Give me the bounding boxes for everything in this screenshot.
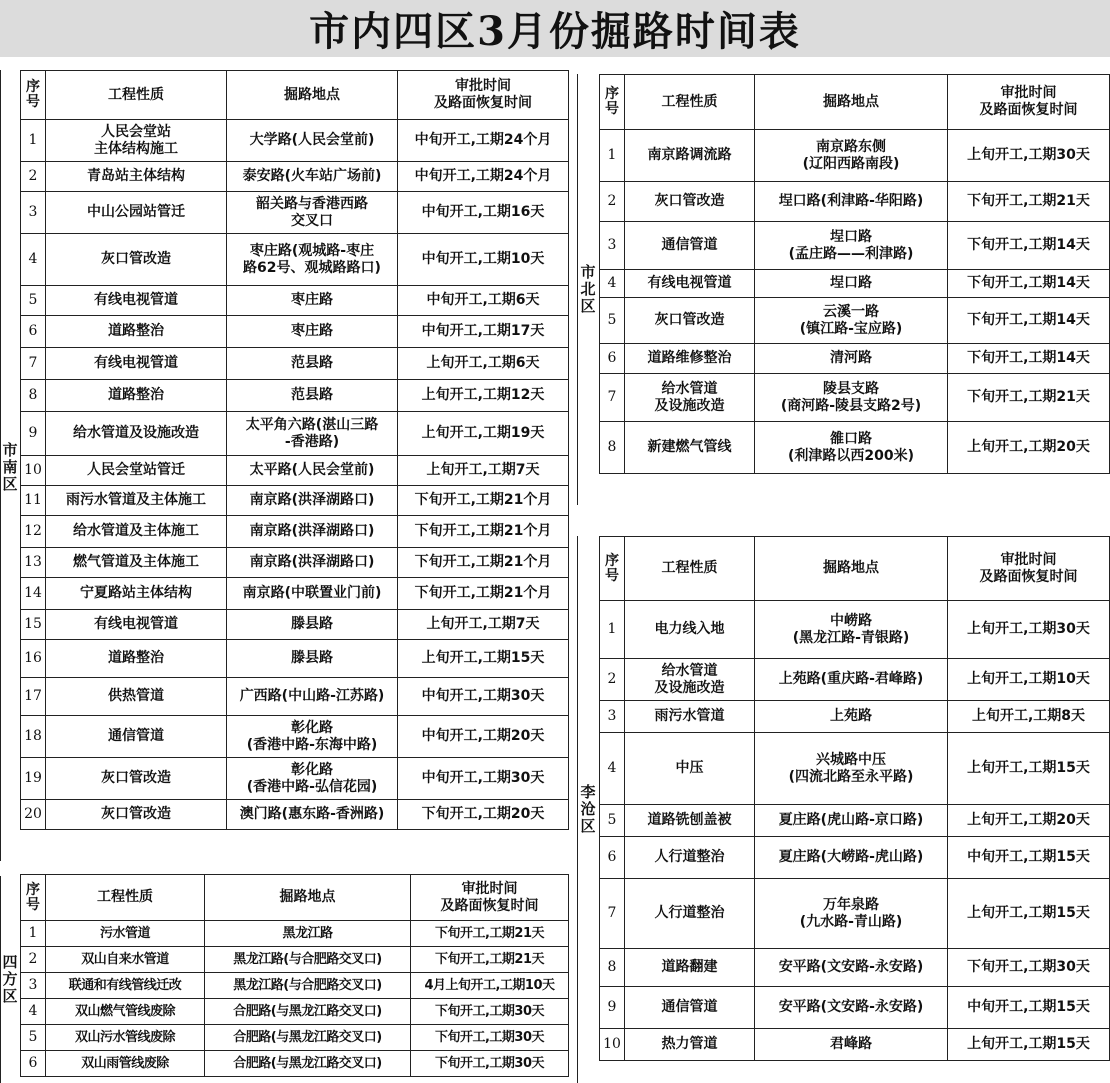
row-time: 上旬开工,工期10天 [948, 659, 1110, 701]
row-type: 宁夏路站主体结构 [46, 578, 227, 610]
row-location: 夏庄路(大崂路-虎山路) [755, 837, 948, 879]
district-label-shinan [0, 74, 20, 861]
header-time [948, 75, 1110, 130]
row-location: 合肥路(与黑龙江路交叉口) [205, 1051, 411, 1077]
row-time: 下旬开工,工期30天 [411, 999, 569, 1025]
row-location: 南京路(中联置业门前) [227, 578, 398, 610]
row-no: 9 [600, 987, 625, 1029]
row-time: 中旬开工,工期15天 [948, 987, 1110, 1029]
row-time: 上旬开工,工期12天 [398, 380, 569, 412]
row-type: 道路翻建 [625, 949, 755, 987]
row-no: 14 [21, 578, 46, 610]
frame-line [0, 70, 1, 861]
row-location: 君峰路 [755, 1029, 948, 1061]
table-row [600, 374, 1110, 422]
row-time: 4月上旬开工,工期10天 [411, 973, 569, 999]
row-type: 给水管道及设施改造 [46, 412, 227, 456]
table-row [21, 758, 569, 800]
row-no: 17 [21, 678, 46, 716]
table-row [600, 659, 1110, 701]
row-time: 下旬开工,工期21天 [411, 947, 569, 973]
row-type: 雨污水管道 [625, 701, 755, 733]
row-type: 供热管道 [46, 678, 227, 716]
row-type: 通信管道 [46, 716, 227, 758]
row-type: 给水管道 及设施改造 [625, 659, 755, 701]
row-time: 下旬开工,工期30天 [948, 949, 1110, 987]
row-no: 18 [21, 716, 46, 758]
row-type: 灰口管改造 [46, 234, 227, 286]
row-no: 4 [21, 234, 46, 286]
row-location: 埕口路 (孟庄路——利津路) [755, 222, 948, 270]
header-type: 工程性质 [46, 875, 205, 921]
row-no: 7 [21, 348, 46, 380]
table-shibei [599, 74, 1110, 474]
row-no: 20 [21, 800, 46, 830]
table-row [600, 422, 1110, 474]
row-time: 下旬开工,工期14天 [948, 270, 1110, 298]
district-name: 李沧区 [580, 783, 596, 835]
row-location: 太平角六路(湛山三路 -香港路) [227, 412, 398, 456]
table-row [21, 286, 569, 316]
row-type: 有线电视管道 [625, 270, 755, 298]
row-type: 双山自来水管道 [46, 947, 205, 973]
table-row [600, 837, 1110, 879]
table-row [21, 921, 569, 947]
row-type: 污水管道 [46, 921, 205, 947]
header-time [411, 875, 569, 921]
row-no: 4 [600, 733, 625, 805]
row-time: 下旬开工,工期30天 [411, 1051, 569, 1077]
row-type: 灰口管改造 [625, 182, 755, 222]
header-time-line1: 审批时间 [455, 78, 511, 94]
header-row [600, 75, 1110, 130]
row-no: 2 [600, 659, 625, 701]
table-row [21, 1025, 569, 1051]
row-location: 枣庄路 [227, 316, 398, 348]
row-time: 下旬开工,工期21个月 [398, 516, 569, 548]
row-type: 给水管道及主体施工 [46, 516, 227, 548]
row-time: 下旬开工,工期21个月 [398, 548, 569, 578]
row-type: 双山雨管线废除 [46, 1051, 205, 1077]
row-no: 2 [600, 182, 625, 222]
row-time: 中旬开工,工期16天 [398, 192, 569, 234]
district-label-shibei [577, 74, 599, 504]
row-type: 联通和有线管线迁改 [46, 973, 205, 999]
row-time: 下旬开工,工期21天 [411, 921, 569, 947]
table-row [21, 999, 569, 1025]
header-type: 工程性质 [625, 537, 755, 601]
row-no: 6 [21, 1051, 46, 1077]
row-no: 5 [21, 1025, 46, 1051]
row-location: 南京路东侧 (辽阳西路南段) [755, 130, 948, 182]
row-no: 4 [21, 999, 46, 1025]
row-type: 道路整治 [46, 380, 227, 412]
row-type: 人行道整治 [625, 837, 755, 879]
header-no: 序号 [21, 875, 46, 921]
row-time: 中旬开工,工期24个月 [398, 120, 569, 162]
table-row [600, 987, 1110, 1029]
table-row [600, 344, 1110, 374]
table-row [600, 879, 1110, 949]
row-time: 中旬开工,工期15天 [948, 837, 1110, 879]
header-time-line2: 及路面恢复时间 [979, 568, 1078, 585]
header-location: 掘路地点 [227, 71, 398, 120]
district-name: 市北区 [580, 262, 596, 315]
table-row [600, 805, 1110, 837]
table-row [21, 578, 569, 610]
table-row [21, 380, 569, 412]
row-location: 南京路(洪泽湖路口) [227, 516, 398, 548]
header-time-line1: 审批时间 [1000, 85, 1057, 101]
row-no: 3 [21, 192, 46, 234]
row-location: 万年泉路 (九水路-青山路) [755, 879, 948, 949]
row-location: 中崂路 (黑龙江路-青银路) [755, 601, 948, 659]
row-time: 上旬开工,工期20天 [948, 805, 1110, 837]
row-time: 中旬开工,工期20天 [398, 716, 569, 758]
row-time: 下旬开工,工期14天 [948, 222, 1110, 270]
row-type: 雨污水管道及主体施工 [46, 486, 227, 516]
table-row [21, 456, 569, 486]
row-location: 清河路 [755, 344, 948, 374]
row-type: 双山污水管线废除 [46, 1025, 205, 1051]
row-location: 南京路(洪泽湖路口) [227, 548, 398, 578]
row-time: 上旬开工,工期6天 [398, 348, 569, 380]
table-row [21, 412, 569, 456]
row-location: 太平路(人民会堂前) [227, 456, 398, 486]
row-time: 下旬开工,工期30天 [411, 1025, 569, 1051]
table-row [21, 348, 569, 380]
table-row [21, 192, 569, 234]
header-time-line1: 审批时间 [1000, 551, 1057, 568]
row-location: 合肥路(与黑龙江路交叉口) [205, 999, 411, 1025]
row-time: 上旬开工,工期7天 [398, 610, 569, 640]
row-time: 下旬开工,工期21个月 [398, 578, 569, 610]
table-row [600, 733, 1110, 805]
header-location: 掘路地点 [755, 537, 948, 601]
district-name: 四方区 [2, 953, 18, 1005]
row-location: 夏庄路(虎山路-京口路) [755, 805, 948, 837]
table-shinan [20, 70, 569, 830]
row-time: 上旬开工,工期15天 [948, 1029, 1110, 1061]
row-location: 韶关路与香港西路 交叉口 [227, 192, 398, 234]
table-row [600, 1029, 1110, 1061]
row-location: 陵县支路 (商河路-陵县支路2号) [755, 374, 948, 422]
row-no: 3 [21, 973, 46, 999]
row-location: 安平路(文安路-永安路) [755, 949, 948, 987]
row-location: 范县路 [227, 380, 398, 412]
row-type: 青岛站主体结构 [46, 162, 227, 192]
row-location: 埕口路 [755, 270, 948, 298]
row-type: 道路整治 [46, 316, 227, 348]
row-location: 滕县路 [227, 610, 398, 640]
row-no: 3 [600, 701, 625, 733]
row-location: 黑龙江路(与合肥路交叉口) [205, 947, 411, 973]
table-row [600, 182, 1110, 222]
table-row [21, 162, 569, 192]
header-location: 掘路地点 [205, 875, 411, 921]
table-row [21, 800, 569, 830]
row-type: 人民会堂站管迁 [46, 456, 227, 486]
table-row [21, 1051, 569, 1077]
district-label-licang [577, 536, 599, 1083]
table-sifang [20, 874, 569, 1077]
row-no: 13 [21, 548, 46, 578]
row-time: 上旬开工,工期15天 [398, 640, 569, 678]
row-location: 枣庄路(观城路-枣庄 路62号、观城路路口) [227, 234, 398, 286]
header-time [398, 71, 569, 120]
row-time: 中旬开工,工期6天 [398, 286, 569, 316]
header-location: 掘路地点 [755, 75, 948, 130]
row-no: 8 [21, 380, 46, 412]
row-type: 中山公园站管迁 [46, 192, 227, 234]
row-type: 道路维修整治 [625, 344, 755, 374]
header-no: 序号 [600, 75, 625, 130]
row-location: 枣庄路 [227, 286, 398, 316]
row-time: 下旬开工,工期14天 [948, 298, 1110, 344]
header-time-line2: 及路面恢复时间 [440, 897, 539, 914]
row-type: 道路铣刨盖被 [625, 805, 755, 837]
header-time [948, 537, 1110, 601]
table-row [600, 270, 1110, 298]
row-type: 灰口管改造 [46, 800, 227, 830]
row-location: 云溪一路 (镇江路-宝应路) [755, 298, 948, 344]
row-type: 道路整治 [46, 640, 227, 678]
row-type: 有线电视管道 [46, 286, 227, 316]
row-location: 兴城路中压 (四流北路至永平路) [755, 733, 948, 805]
row-no: 12 [21, 516, 46, 548]
district-label-sifang [0, 876, 20, 1083]
row-no: 15 [21, 610, 46, 640]
row-type: 给水管道 及设施改造 [625, 374, 755, 422]
header-no: 序号 [21, 71, 46, 120]
frame-line [577, 74, 578, 505]
row-time: 中旬开工,工期10天 [398, 234, 569, 286]
row-location: 滕县路 [227, 640, 398, 678]
row-location: 澳门路(惠东路-香洲路) [227, 800, 398, 830]
row-no: 7 [600, 879, 625, 949]
header-type: 工程性质 [625, 75, 755, 130]
row-location: 上苑路(重庆路-君峰路) [755, 659, 948, 701]
table-row [600, 130, 1110, 182]
row-location: 雒口路 (利津路以西200米) [755, 422, 948, 474]
row-type: 电力线入地 [625, 601, 755, 659]
table-row [21, 548, 569, 578]
row-time: 中旬开工,工期30天 [398, 678, 569, 716]
row-location: 彰化路 (香港中路-弘信花园) [227, 758, 398, 800]
row-location: 范县路 [227, 348, 398, 380]
row-type: 人行道整治 [625, 879, 755, 949]
row-time: 上旬开工,工期8天 [948, 701, 1110, 733]
header-time-line1: 审批时间 [461, 880, 518, 897]
row-time: 上旬开工,工期15天 [948, 879, 1110, 949]
table-row [600, 601, 1110, 659]
row-no: 2 [21, 162, 46, 192]
row-type: 有线电视管道 [46, 610, 227, 640]
table-row [21, 640, 569, 678]
row-type: 南京路调流路 [625, 130, 755, 182]
row-time: 上旬开工,工期30天 [948, 130, 1110, 182]
row-type: 燃气管道及主体施工 [46, 548, 227, 578]
row-type: 热力管道 [625, 1029, 755, 1061]
row-location: 南京路(洪泽湖路口) [227, 486, 398, 516]
table-row [600, 222, 1110, 270]
row-location: 埕口路(利津路-华阳路) [755, 182, 948, 222]
table-row [21, 120, 569, 162]
header-no: 序号 [600, 537, 625, 601]
row-type: 灰口管改造 [46, 758, 227, 800]
row-time: 下旬开工,工期21天 [948, 182, 1110, 222]
row-no: 8 [600, 949, 625, 987]
row-type: 中压 [625, 733, 755, 805]
row-no: 5 [600, 805, 625, 837]
row-location: 广西路(中山路-江苏路) [227, 678, 398, 716]
row-no: 10 [21, 456, 46, 486]
row-time: 中旬开工,工期30天 [398, 758, 569, 800]
row-type: 新建燃气管线 [625, 422, 755, 474]
title-bar [0, 0, 1110, 57]
header-time-line2: 及路面恢复时间 [979, 102, 1078, 118]
header-row [600, 537, 1110, 601]
row-location: 安平路(文安路-永安路) [755, 987, 948, 1029]
row-location: 大学路(人民会堂前) [227, 120, 398, 162]
row-no: 5 [600, 298, 625, 344]
row-type: 人民会堂站 主体结构施工 [46, 120, 227, 162]
table-row [600, 298, 1110, 344]
row-time: 上旬开工,工期20天 [948, 422, 1110, 474]
row-time: 上旬开工,工期19天 [398, 412, 569, 456]
row-no: 1 [600, 130, 625, 182]
row-no: 9 [21, 412, 46, 456]
row-no: 19 [21, 758, 46, 800]
row-time: 上旬开工,工期30天 [948, 601, 1110, 659]
row-type: 有线电视管道 [46, 348, 227, 380]
row-no: 6 [21, 316, 46, 348]
header-row [21, 71, 569, 120]
row-location: 彰化路 (香港中路-东海中路) [227, 716, 398, 758]
row-no: 2 [21, 947, 46, 973]
row-no: 7 [600, 374, 625, 422]
row-no: 16 [21, 640, 46, 678]
row-no: 1 [21, 921, 46, 947]
district-name: 市南区 [2, 441, 18, 493]
row-type: 通信管道 [625, 222, 755, 270]
header-type: 工程性质 [46, 71, 227, 120]
row-location: 黑龙江路(与合肥路交叉口) [205, 973, 411, 999]
table-row [21, 947, 569, 973]
row-no: 1 [21, 120, 46, 162]
row-location: 上苑路 [755, 701, 948, 733]
row-no: 1 [600, 601, 625, 659]
header-row [21, 875, 569, 921]
table-row [21, 486, 569, 516]
row-no: 6 [600, 344, 625, 374]
row-time: 上旬开工,工期7天 [398, 456, 569, 486]
row-no: 10 [600, 1029, 625, 1061]
row-type: 通信管道 [625, 987, 755, 1029]
row-time: 下旬开工,工期21个月 [398, 486, 569, 516]
table-row [21, 973, 569, 999]
row-time: 下旬开工,工期21天 [948, 374, 1110, 422]
table-row [600, 949, 1110, 987]
row-type: 双山燃气管线废除 [46, 999, 205, 1025]
row-no: 5 [21, 286, 46, 316]
row-no: 8 [600, 422, 625, 474]
row-location: 泰安路(火车站广场前) [227, 162, 398, 192]
row-no: 4 [600, 270, 625, 298]
row-time: 上旬开工,工期15天 [948, 733, 1110, 805]
row-type: 灰口管改造 [625, 298, 755, 344]
frame-line [0, 876, 1, 1083]
row-no: 11 [21, 486, 46, 516]
table-row [21, 234, 569, 286]
row-location: 合肥路(与黑龙江路交叉口) [205, 1025, 411, 1051]
page-title: 市内四区3月份掘路时间表 [309, 8, 801, 55]
table-row [21, 678, 569, 716]
table-row [600, 701, 1110, 733]
table-row [21, 316, 569, 348]
row-no: 3 [600, 222, 625, 270]
row-time: 中旬开工,工期24个月 [398, 162, 569, 192]
table-row [21, 516, 569, 548]
frame-line [577, 536, 578, 1083]
row-time: 下旬开工,工期20天 [398, 800, 569, 830]
table-row [21, 610, 569, 640]
header-time-line2: 及路面恢复时间 [434, 95, 532, 111]
row-no: 6 [600, 837, 625, 879]
row-time: 下旬开工,工期14天 [948, 344, 1110, 374]
table-row [21, 716, 569, 758]
row-location: 黑龙江路 [205, 921, 411, 947]
table-licang [599, 536, 1110, 1061]
row-time: 中旬开工,工期17天 [398, 316, 569, 348]
